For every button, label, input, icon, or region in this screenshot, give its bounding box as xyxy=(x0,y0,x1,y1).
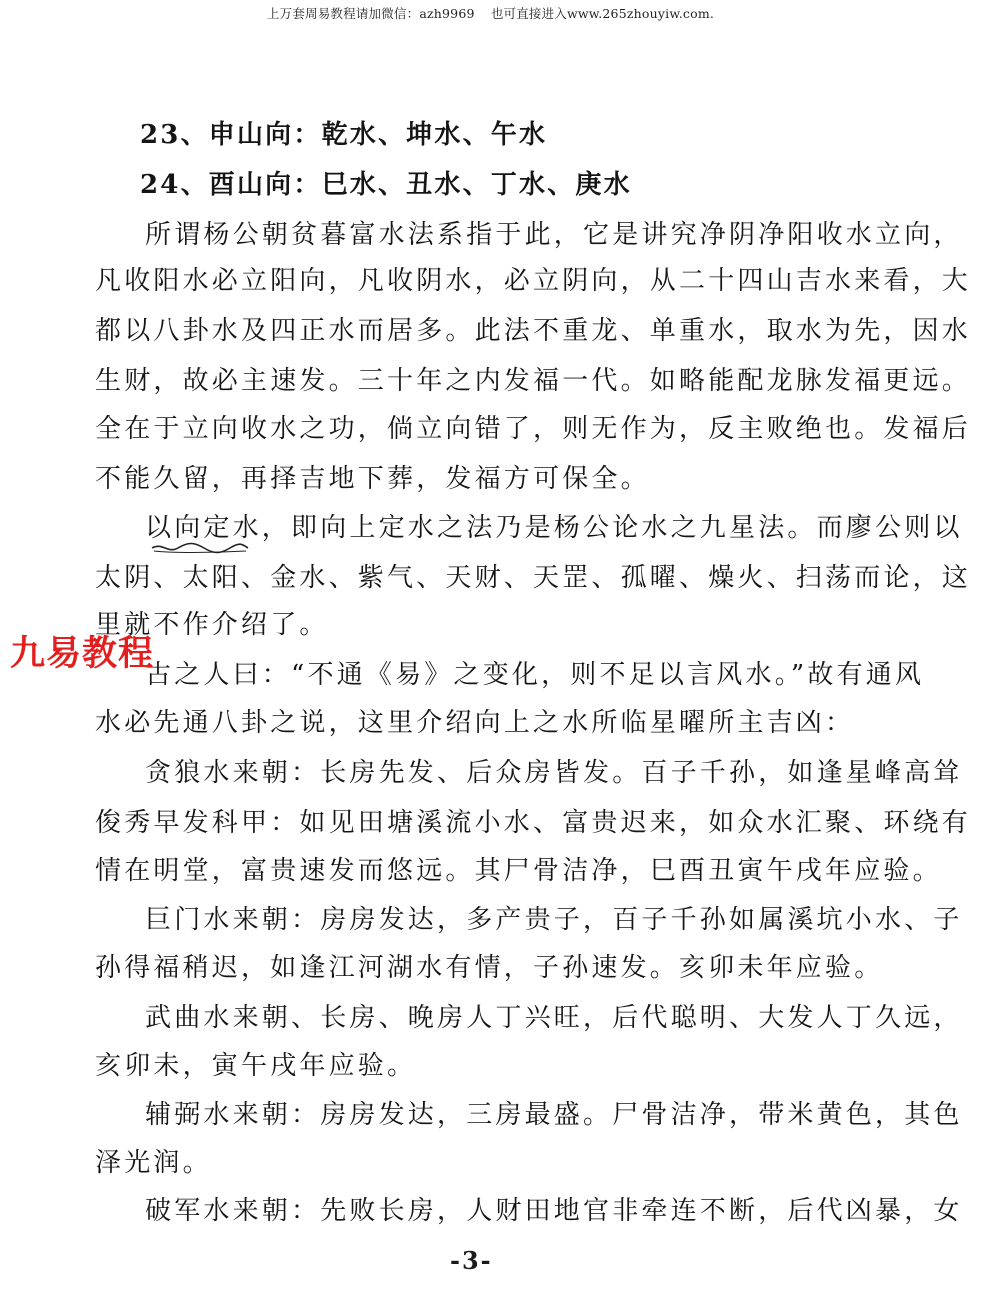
page-header xyxy=(0,4,981,22)
text-line: 孙得福稍迟，如逢江河湖水有情，子孙速发。亥卯未年应验。 xyxy=(95,953,884,983)
text-line: 里就不作介绍了。 xyxy=(95,610,329,640)
text-line: 巨门水来朝：房房发达，多产贵子，百子千孙如属溪坑小水、子 xyxy=(145,905,963,935)
text-line: 23、申山向：乾水、坤水、午水 xyxy=(140,120,548,150)
header-website-text: 也可直接进入www.265zhouyiw.com. xyxy=(490,6,715,21)
text-line: 情在明堂，富贵速发而悠远。其尸骨洁净，巳酉丑寅午戌年应验。 xyxy=(95,856,942,886)
text-line: 凡收阳水必立阳向，凡收阴水，必立阴向，从二十四山吉水来看，大 xyxy=(95,266,972,296)
text-line: 24、酉山向：巳水、丑水、丁水、庚水 xyxy=(140,170,632,200)
text-line: 辅弼水来朝：房房发达，三房最盛。尸骨洁净，带米黄色，其色 xyxy=(145,1100,963,1130)
text-line: 全在于立向收水之功，倘立向错了，则无作为，反主败绝也。发福后 xyxy=(95,414,972,444)
text-line: 以向定水，即向上定水之法乃是杨公论水之九星法。而廖公则以 xyxy=(145,513,963,543)
text-line: 不能久留，再择吉地下葬，发福方可保全。 xyxy=(95,464,650,494)
header-wechat-text: 上万套周易教程请加微信：azh9969 xyxy=(266,6,475,21)
text-line: 泽光润。 xyxy=(95,1148,212,1178)
text-line: 破军水来朝：先败长房，人财田地官非牵连不断，后代凶暴，女 xyxy=(145,1196,963,1226)
text-line: 俊秀早发科甲：如见田塘溪流小水、富贵迟来，如众水汇聚、环绕有 xyxy=(95,808,972,838)
text-line: 武曲水来朝、长房、晚房人丁兴旺，后代聪明、大发人丁久远， xyxy=(145,1003,963,1033)
text-line: 生财，故必主速发。三十年之内发福一代。如略能配龙脉发福更远。 xyxy=(95,366,972,396)
text-line: 古之人曰：“不通《易》之变化，则不足以言风水。”故有通风 xyxy=(145,660,925,690)
text-line: 贪狼水来朝：长房先发、后众房皆发。百子千孙，如逢星峰高耸 xyxy=(145,758,963,788)
text-line: 水必先通八卦之说，这里介绍向上之水所临星曜所主吉凶： xyxy=(95,708,855,738)
text-line: 亥卯未，寅午戌年应验。 xyxy=(95,1051,417,1081)
text-line: 都以八卦水及四正水而居多。此法不重龙、单重水，取水为先，因水 xyxy=(95,316,972,346)
text-line: 太阴、太阳、金水、紫气、天财、天罡、孤曜、燥火、扫荡而论，这 xyxy=(95,563,972,593)
page-number: -3- xyxy=(450,1246,493,1275)
handwritten-underline-mark xyxy=(150,540,250,556)
text-line: 所谓杨公朝贫暮富水法系指于此，它是讲究净阴净阳收水立向， xyxy=(145,220,963,250)
watermark-logo-text: 九易教程 xyxy=(10,634,155,674)
